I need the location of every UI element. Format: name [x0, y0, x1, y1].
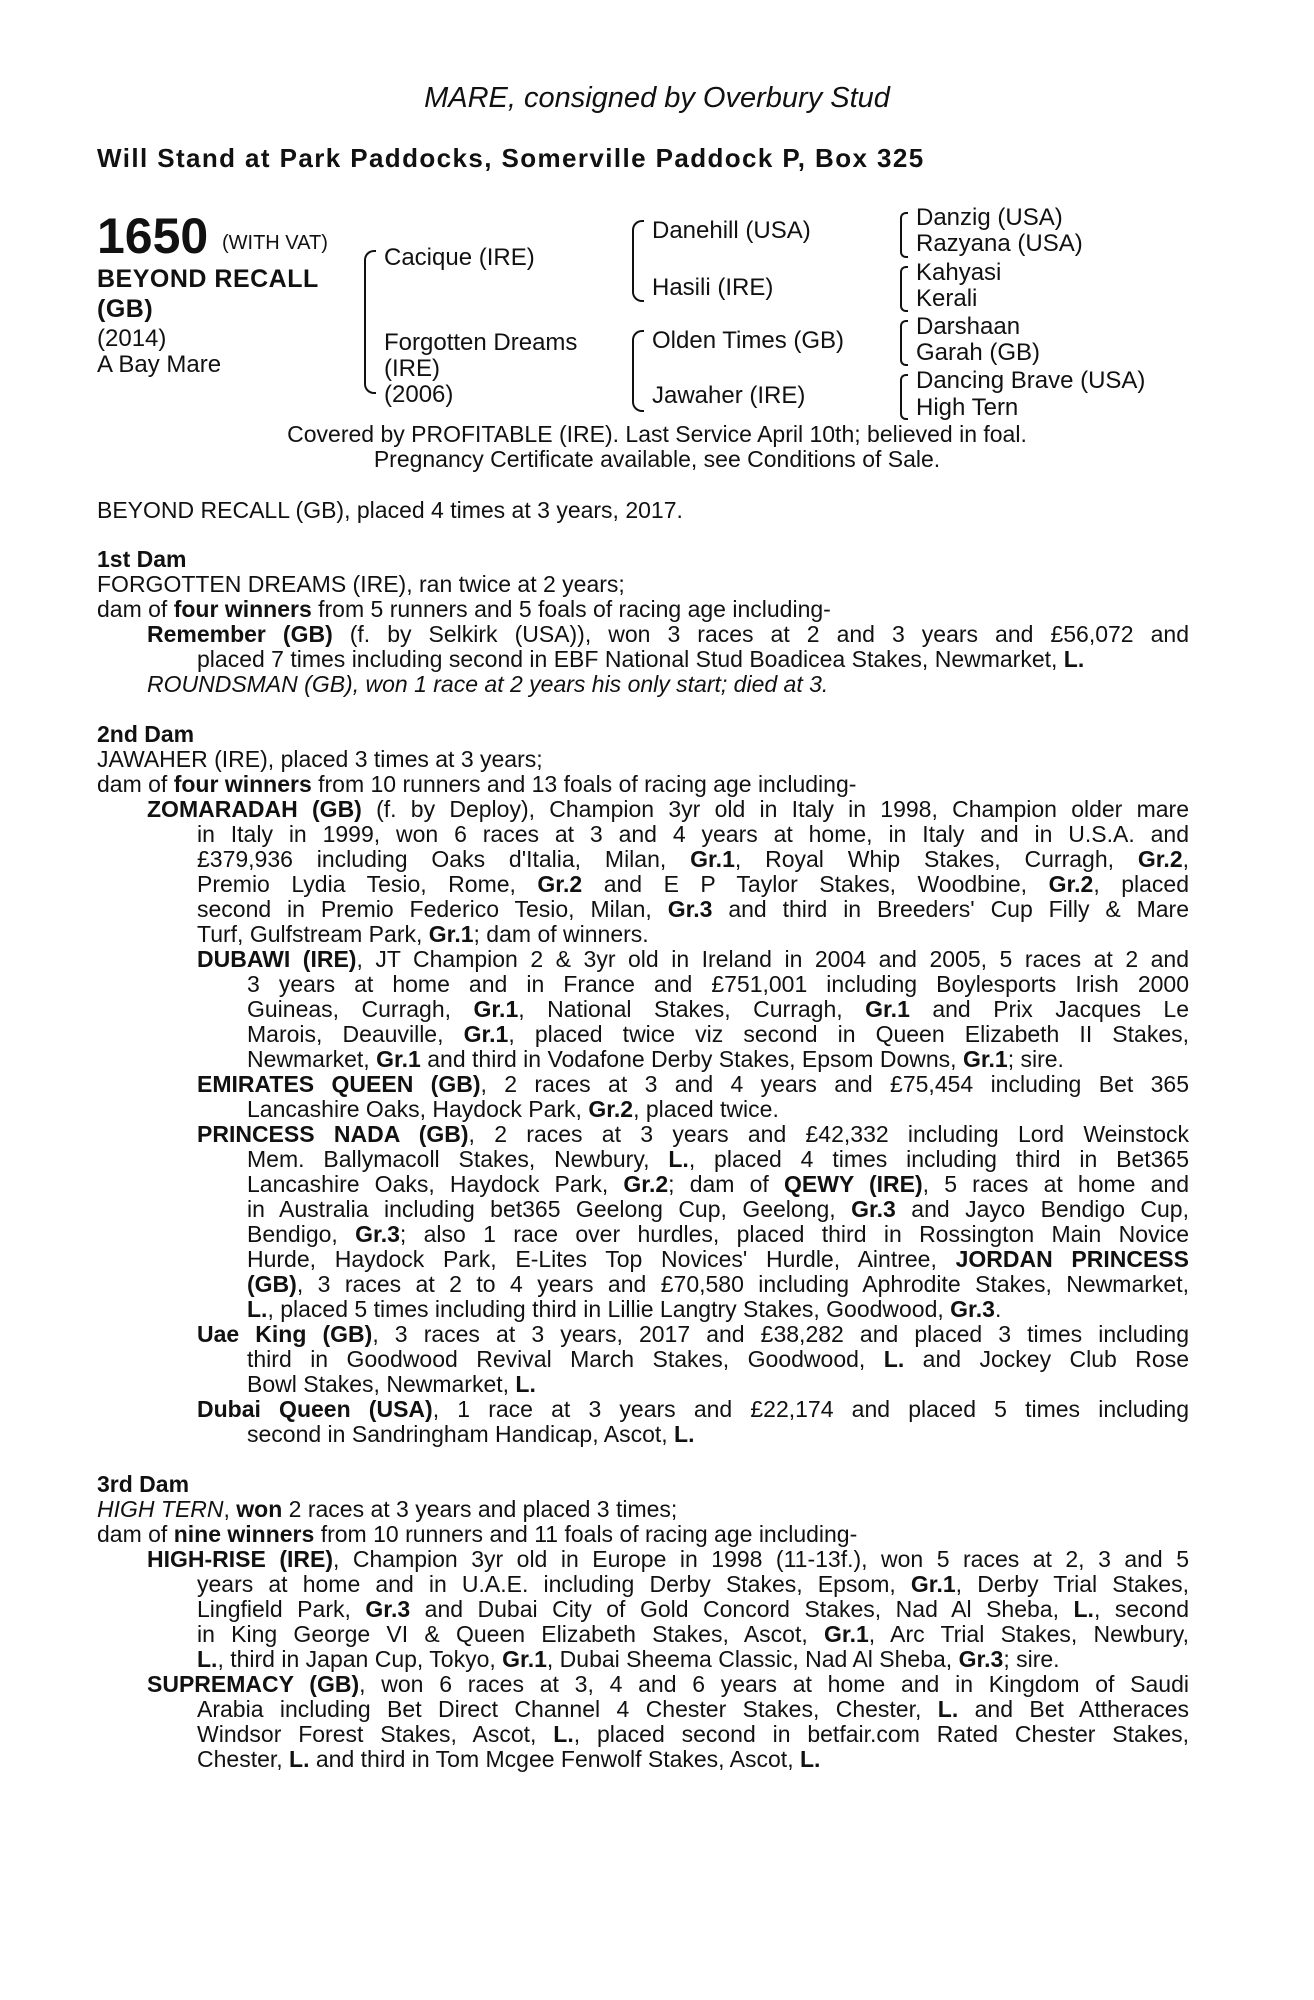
pedigree-dam-line2: (IRE)	[384, 355, 440, 382]
listed-mark: L.	[1063, 646, 1085, 672]
runner-line: Marois, Deauville, Gr.1, placed twice viz second in Queen Elizabeth II Stakes,	[247, 1021, 1189, 1047]
runner-name: PRINCESS NADA (GB)	[197, 1121, 469, 1147]
pedigree-brace-dam	[632, 330, 644, 412]
runner-emirates-queen	[197, 1072, 1189, 1122]
bold-token: Gr.3	[365, 1596, 411, 1622]
bold-token: Gr.1	[428, 921, 474, 947]
runner-name: Dubai Queen (USA)	[197, 1396, 433, 1422]
text: (f. by Selkirk (USA)), won 3 races at 2 and 3 years and £56,072 and	[332, 621, 1189, 647]
bold-token: Gr.3	[355, 1221, 400, 1247]
text: from 5 runners and 5 foals of racing age including-	[311, 596, 831, 622]
runner-uae-king	[197, 1322, 1189, 1397]
bold-token: Gr.2	[623, 1171, 669, 1197]
pedigree-gg-1: Danzig (USA)	[916, 204, 1063, 231]
runner-name: SUPREMACY (GB)	[147, 1671, 360, 1697]
runner-line: Mem. Ballymacoll Stakes, Newbury, L., placed 4 times including third in Bet365	[247, 1146, 1190, 1172]
text: 2 races at 3 years and placed 3 times;	[282, 1496, 678, 1522]
bold-token: Gr.1	[910, 1571, 956, 1597]
pedigree-brace-g4	[900, 374, 908, 420]
bold-token: Gr.2	[1137, 846, 1183, 872]
bold-token: Gr.2	[537, 871, 583, 897]
bold-token: L.	[668, 1146, 689, 1172]
text: dam of	[97, 771, 174, 797]
runner-name: DUBAWI (IRE)	[197, 946, 357, 972]
horse-name	[97, 264, 319, 324]
pedigree-brace-g1	[900, 212, 908, 258]
runner-line: in Italy in 1999, won 6 races at 3 and 4 years at home, in Italy and in U.S.A. and	[197, 821, 1189, 847]
second-dam-line2	[97, 772, 856, 797]
runner-line: HIGH-RISE (IRE), Champion 3yr old in Europe in 1998 (11-13f.), won 5 races at 2, 3 and 5	[147, 1546, 1190, 1572]
runner-line: L., placed 5 times including third in Lillie Langtry Stakes, Goodwood, Gr.3.	[247, 1296, 1002, 1322]
bold-token: L.	[247, 1296, 268, 1322]
bold-token: Gr.3	[958, 1646, 1004, 1672]
runner-dubawi	[197, 947, 1189, 1072]
bold-token: L.	[883, 1346, 905, 1372]
runner-line: SUPREMACY (GB), won 6 races at 3, 4 and 6 years at home and in Kingdom of Saudi	[147, 1671, 1189, 1697]
runner-line: EMIRATES QUEEN (GB), 2 races at 3 and 4 years and £75,454 including Bet 365	[197, 1071, 1189, 1097]
horse-name-line2: (GB)	[97, 295, 154, 323]
runner-name: EMIRATES QUEEN (GB)	[197, 1071, 481, 1097]
pedigree-gg-8: High Tern	[916, 394, 1019, 421]
runner-name: Uae King (GB)	[197, 1321, 373, 1347]
runner-line: Lancashire Oaks, Haydock Park, Gr.2; dam of QEWY (IRE), 5 races at home and	[247, 1171, 1189, 1197]
runner-line: in Australia including bet365 Geelong Cup, Geelong, Gr.3 and Jayco Bendigo Cup,	[247, 1196, 1189, 1222]
bold-token: L.	[515, 1371, 536, 1397]
pedigree-brace-main	[364, 250, 376, 394]
runner-line: Bowl Stakes, Newmarket, L.	[247, 1371, 536, 1397]
pedigree-brace-g3	[900, 320, 908, 366]
pedigree-gg-2: Razyana (USA)	[916, 230, 1083, 257]
bold-token: Gr.3	[851, 1196, 896, 1222]
bold-token: Gr.2	[1048, 871, 1094, 897]
runner-name: HIGH-RISE (IRE)	[147, 1546, 333, 1572]
bold-token: Gr.3	[667, 896, 713, 922]
first-dam-heading: 1st Dam	[97, 546, 187, 572]
bold-token: (GB)	[247, 1271, 297, 1297]
bold-token: Gr.1	[376, 1046, 421, 1072]
bold-token: Gr.1	[865, 996, 910, 1022]
text: dam of	[97, 596, 174, 622]
bold-token: JORDAN PRINCESS	[955, 1246, 1189, 1272]
pedigree-sire-dam: Hasili (IRE)	[652, 274, 774, 301]
pedigree-brace-g2	[900, 266, 908, 312]
first-dam-runner-1-cont	[197, 647, 1084, 672]
third-dam-line1	[97, 1497, 677, 1522]
pregnancy-note: Pregnancy Certificate available, see Conditions of Sale.	[373, 446, 941, 472]
runner-line: Bendigo, Gr.3; also 1 race over hurdles, placed third in Rossington Main Novice	[247, 1221, 1189, 1247]
bold-token: L.	[553, 1721, 574, 1747]
pedigree-sire: Cacique (IRE)	[384, 244, 535, 271]
bold-token: Gr.1	[473, 996, 519, 1022]
text: from 10 runners and 13 foals of racing age including-	[311, 771, 857, 797]
winners-count: four winners	[173, 596, 312, 622]
pedigree-gg-7: Dancing Brave (USA)	[916, 367, 1146, 394]
runner-name: Remember (GB)	[147, 621, 333, 647]
text: from 10 runners and 11 foals of racing age including-	[314, 1521, 858, 1547]
runner-line: Guineas, Curragh, Gr.1, National Stakes, Curragh, Gr.1 and Prix Jacques Le	[247, 996, 1189, 1022]
runner-line: (GB), 3 races at 2 to 4 years and £70,580 including Aphrodite Stakes, Newmarket,	[247, 1271, 1189, 1297]
third-dam-heading: 3rd Dam	[97, 1471, 190, 1497]
dam-name: HIGH TERN	[97, 1496, 224, 1522]
pedigree-gg-4: Kerali	[916, 285, 978, 312]
runner-line: £379,936 including Oaks d'Italia, Milan, Gr.1, Royal Whip Stakes, Curragh, Gr.2,	[197, 846, 1190, 872]
runner-line: DUBAWI (IRE), JT Champion 2 & 3yr old in Ireland in 2004 and 2005, 5 races at 2 and	[197, 946, 1189, 972]
pedigree-dam-line3: (2006)	[384, 381, 454, 408]
catalogue-title: MARE, consigned by Overbury Stud	[424, 82, 890, 114]
runner-line: 3 years at home and in France and £751,001 including Boylesports Irish 2000	[247, 971, 1189, 997]
horse-description: A Bay Mare	[97, 351, 222, 378]
birth-year: (2014)	[97, 325, 167, 352]
covered-note: Covered by PROFITABLE (IRE). Last Service April 10th; believed in foal.	[287, 421, 1027, 447]
bold-token: L.	[289, 1746, 310, 1772]
stand-location: Will Stand at Park Paddocks, Somerville Paddock P, Box 325	[97, 143, 925, 173]
text: ,	[223, 1496, 237, 1522]
runner-line: Chester, L. and third in Tom Mcgee Fenwolf Stakes, Ascot, L.	[197, 1746, 821, 1772]
pedigree-dam-line1: Forgotten Dreams	[384, 329, 578, 356]
bold-token: L.	[1073, 1596, 1094, 1622]
runner-dubai-queen	[197, 1397, 1189, 1447]
bold-token: Gr.1	[502, 1646, 547, 1672]
first-dam-runner-2: ROUNDSMAN (GB), won 1 race at 2 years his only start; died at 3.	[147, 671, 829, 697]
winners-count: four winners	[173, 771, 312, 797]
bold-token: Gr.1	[463, 1021, 509, 1047]
bold-token: L.	[674, 1421, 695, 1447]
pedigree-dam-dam: Jawaher (IRE)	[652, 382, 806, 409]
performance-summary: BEYOND RECALL (GB), placed 4 times at 3 years, 2017.	[97, 497, 683, 523]
runner-line: Newmarket, Gr.1 and third in Vodafone Derby Stakes, Epsom Downs, Gr.1; sire.	[247, 1046, 1064, 1072]
line	[147, 622, 1189, 647]
bold-token: Gr.3	[950, 1296, 995, 1322]
runner-zomaradah	[147, 797, 1189, 947]
runner-princess-nada	[197, 1122, 1189, 1322]
runner-line: ZOMARADAH (GB) (f. by Deploy), Champion 3yr old in Italy in 1998, Champion older mare	[147, 796, 1189, 822]
runner-line: Windsor Forest Stakes, Ascot, L., placed second in betfair.com Rated Chester Stakes,	[197, 1721, 1189, 1747]
runner-line: Dubai Queen (USA), 1 race at 3 years and £22,174 and placed 5 times including	[197, 1396, 1190, 1422]
first-dam-line1: FORGOTTEN DREAMS (IRE), ran twice at 2 years;	[97, 571, 625, 597]
third-dam-line2	[97, 1522, 857, 1547]
runner-line: second in Sandringham Handicap, Ascot, L.	[247, 1421, 695, 1447]
runner-line: Uae King (GB), 3 races at 3 years, 2017 and £38,282 and placed 3 times including	[197, 1321, 1189, 1347]
runner-name: ZOMARADAH (GB)	[147, 796, 362, 822]
winners-count: nine winners	[173, 1521, 315, 1547]
runner-line: second in Premio Federico Tesio, Milan, Gr.3 and third in Breeders' Cup Filly & Mare	[197, 896, 1190, 922]
bold-token: L.	[799, 1746, 821, 1772]
lot-number: 1650	[97, 208, 209, 264]
pedigree-brace-sire	[632, 220, 644, 302]
bold-token: Gr.1	[962, 1046, 1008, 1072]
pedigree-gg-3: Kahyasi	[916, 259, 1002, 286]
bold-token: Gr.2	[588, 1096, 634, 1122]
text: placed 7 times including second in EBF National Stud Boadicea Stakes, Newmarket,	[197, 646, 1064, 672]
runner-line: L., third in Japan Cup, Tokyo, Gr.1, Dubai Sheema Classic, Nad Al Sheba, Gr.3; sire.	[197, 1646, 1060, 1672]
pedigree-gg-5: Darshaan	[916, 313, 1021, 340]
second-dam-line1: JAWAHER (IRE), placed 3 times at 3 years;	[97, 746, 543, 772]
runner-line: PRINCESS NADA (GB), 2 races at 3 years and £42,332 including Lord Weinstock	[197, 1121, 1189, 1147]
pedigree-sire-sire: Danehill (USA)	[652, 217, 811, 244]
first-dam-line2	[97, 597, 831, 622]
runner-supremacy	[147, 1672, 1189, 1772]
text: dam of	[97, 1521, 174, 1547]
runner-line: Premio Lydia Tesio, Rome, Gr.2 and E P Taylor Stakes, Woodbine, Gr.2, placed	[197, 871, 1190, 897]
bold-token: Gr.1	[824, 1621, 869, 1647]
runner-line: Arabia including Bet Direct Channel 4 Chester Stakes, Chester, L. and Bet Attheraces	[197, 1696, 1189, 1722]
runner-line: Lingfield Park, Gr.3 and Dubai City of Gold Concord Stakes, Nad Al Sheba, L., second	[197, 1596, 1190, 1622]
won-word: won	[236, 1496, 283, 1522]
bold-token: QEWY (IRE)	[783, 1171, 923, 1197]
runner-line: third in Goodwood Revival March Stakes, Goodwood, L. and Jockey Club Rose	[247, 1346, 1190, 1372]
second-dam-heading: 2nd Dam	[97, 721, 195, 747]
horse-name-line1: BEYOND RECALL	[97, 265, 319, 293]
vat-note: (WITH VAT)	[222, 232, 328, 254]
bold-token: Gr.1	[690, 846, 735, 872]
pedigree-gg-6: Garah (GB)	[916, 339, 1041, 366]
runner-line: Hurde, Haydock Park, E-Lites Top Novices' Hurdle, Aintree, JORDAN PRINCESS	[247, 1246, 1189, 1272]
bold-token: L.	[937, 1696, 959, 1722]
runner-line: Turf, Gulfstream Park, Gr.1; dam of winners.	[197, 921, 649, 947]
runner-line: Lancashire Oaks, Haydock Park, Gr.2, placed twice.	[247, 1096, 779, 1122]
first-dam-runner-1	[147, 622, 1189, 647]
runner-line: years at home and in U.A.E. including Derby Stakes, Epsom, Gr.1, Derby Trial Stakes,	[197, 1571, 1189, 1597]
runner-high-rise	[147, 1547, 1189, 1672]
pedigree-dam-sire: Olden Times (GB)	[652, 327, 845, 354]
bold-token: L.	[197, 1646, 218, 1672]
runner-line: in King George VI & Queen Elizabeth Stakes, Ascot, Gr.1, Arc Trial Stakes, Newbury,	[197, 1621, 1189, 1647]
